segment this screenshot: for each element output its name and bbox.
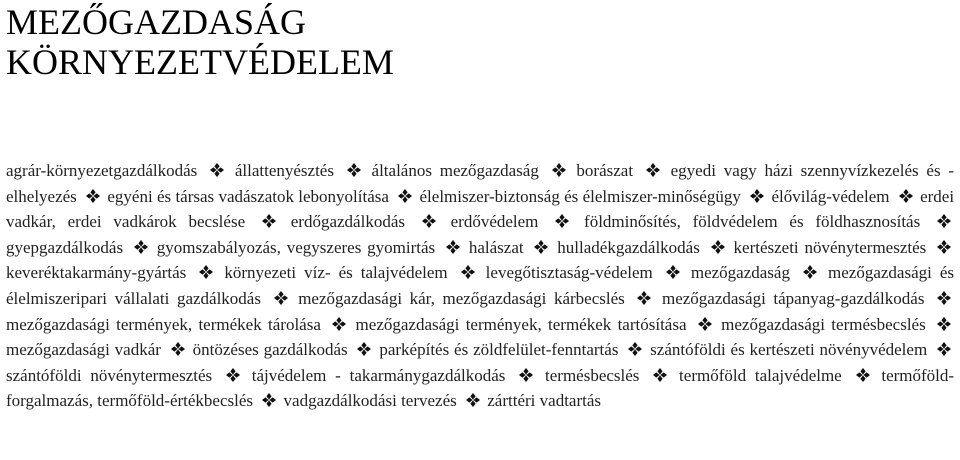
keyword-item: tájvédelem - takarmánygazdálkodás (251, 365, 506, 385)
keyword-item: állattenyésztés (234, 161, 334, 180)
four-diamond-bullet-icon (534, 240, 548, 254)
four-diamond-bullet-icon (347, 163, 361, 177)
keyword-item: zárttéri vadtartás (487, 391, 602, 411)
four-diamond-bullet-icon (856, 368, 870, 382)
keyword-item: termésbecslés (545, 365, 640, 385)
keyword-item: mezőgazdasági termények, termékek tartósítása (355, 314, 687, 334)
four-diamond-bullet-icon (226, 368, 240, 382)
four-diamond-bullet-icon (646, 163, 660, 177)
keyword-item: öntözéses gazdálkodás (192, 340, 348, 360)
four-diamond-bullet-icon (555, 214, 569, 228)
four-diamond-bullet-icon (899, 189, 913, 203)
keyword-item: hulladékgazdálkodás (557, 237, 700, 257)
page-title (6, 0, 954, 82)
keyword-item: gyomszabályozás, vegyszeres gyomirtás (156, 237, 436, 257)
keyword-list (6, 158, 954, 414)
four-diamond-bullet-icon (262, 393, 276, 407)
keyword-item: termőföld talajvédelme (679, 365, 842, 385)
four-diamond-bullet-icon (750, 189, 764, 203)
keyword-item: mezőgazdasági és élelmiszeripari vállalati gazdálkodás (6, 263, 955, 308)
page-title-line-1: MEZŐGAZDASÁG (6, 2, 306, 42)
keyword-item: erdei vadkár, erdei vadkárok becslése (6, 186, 955, 232)
keyword-item: parképítés és zöldfelület-fenntartás (379, 340, 619, 360)
keyword-item: mezőgazdaság (690, 263, 790, 283)
four-diamond-bullet-icon (210, 163, 224, 177)
keyword-item: általános mezőgazdaság (371, 161, 539, 180)
four-diamond-bullet-icon (937, 342, 951, 356)
four-diamond-bullet-icon (446, 240, 460, 254)
four-diamond-bullet-icon (134, 240, 148, 254)
four-diamond-bullet-icon (628, 342, 642, 356)
four-diamond-bullet-icon (803, 265, 817, 279)
keyword-item: szántóföldi és kertészeti növényvédelem (650, 340, 928, 360)
keyword-item: mezőgazdasági tápanyag-gazdálkodás (661, 288, 925, 308)
keyword-item: halászat (468, 237, 524, 257)
four-diamond-bullet-icon (332, 317, 346, 331)
keyword-item: kertészeti növénytermesztés (733, 237, 927, 257)
keyword-item: élővilág-védelem (771, 186, 890, 206)
four-diamond-bullet-icon (199, 265, 213, 279)
four-diamond-bullet-icon (274, 291, 288, 305)
keyword-item: agrár-környezetgazdálkodás (6, 161, 198, 180)
keyword-item: gyepgazdálkodás (6, 237, 124, 257)
keyword-item: borászat (576, 161, 634, 180)
four-diamond-bullet-icon (711, 240, 725, 254)
four-diamond-bullet-icon (937, 214, 951, 228)
keyword-item: erdővédelem (450, 212, 539, 232)
four-diamond-bullet-icon (666, 265, 680, 279)
keyword-item: levegőtisztaság-védelem (485, 263, 653, 283)
four-diamond-bullet-icon (937, 240, 951, 254)
keyword-item: földminősítés, földvédelem és földhasznosítás (584, 212, 921, 232)
keyword-item: mezőgazdasági termésbecslés (721, 314, 926, 334)
keyword-item: egyedi vagy házi szennyvízkezelés és -elhelyezés (6, 161, 954, 206)
keyword-item: vadgazdálkodási tervezés (283, 391, 457, 411)
four-diamond-bullet-icon (519, 368, 533, 382)
keyword-item: mezőgazdasági termények, termékek tárolása (6, 314, 321, 334)
keyword-item: termőföld-forgalmazás, termőföld-értékbecslés (6, 365, 955, 411)
four-diamond-bullet-icon (86, 189, 100, 203)
four-diamond-bullet-icon (398, 189, 412, 203)
four-diamond-bullet-icon (357, 342, 371, 356)
keyword-item: mezőgazdasági kár, mezőgazdasági kárbecslés (298, 288, 625, 308)
four-diamond-bullet-icon (422, 214, 436, 228)
four-diamond-bullet-icon (552, 163, 566, 177)
keyword-item: egyéni és társas vadászatok lebonyolítása (107, 186, 389, 206)
keyword-item: környezeti víz- és talajvédelem (224, 263, 448, 283)
page-title-line-2: KÖRNYEZETVÉDELEM (6, 42, 394, 82)
keyword-item: mezőgazdasági vadkár (6, 340, 161, 360)
four-diamond-bullet-icon (937, 291, 951, 305)
keyword-item: élelmiszer-biztonság és élelmiszer-minőségügy (419, 186, 741, 206)
four-diamond-bullet-icon (937, 317, 951, 331)
four-diamond-bullet-icon (637, 291, 651, 305)
four-diamond-bullet-icon (698, 317, 712, 331)
keyword-item: szántóföldi növénytermesztés (6, 365, 213, 385)
four-diamond-bullet-icon (653, 368, 667, 382)
keyword-item: keveréktakarmány-gyártás (6, 263, 187, 283)
keyword-item: erdőgazdálkodás (290, 212, 405, 232)
four-diamond-bullet-icon (461, 265, 475, 279)
four-diamond-bullet-icon (171, 342, 185, 356)
four-diamond-bullet-icon (466, 393, 480, 407)
four-diamond-bullet-icon (262, 214, 276, 228)
